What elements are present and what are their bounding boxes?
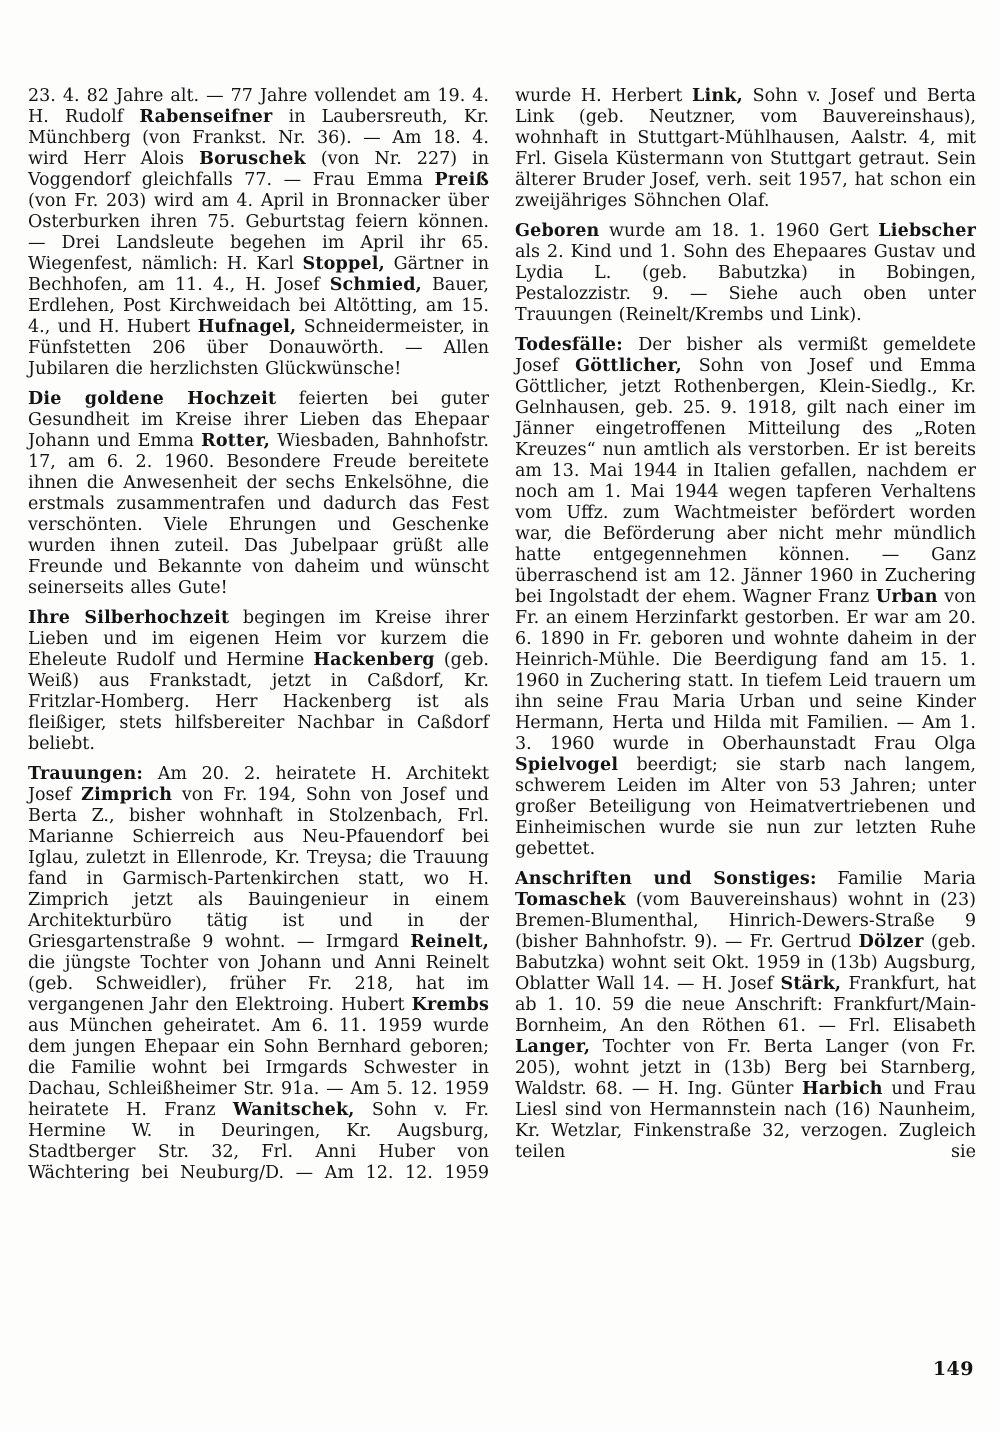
bold-text-run: Geboren: [515, 221, 600, 241]
text-run: (geb. Weiß) aus Frankstadt, jetzt in Caßdorf, Kr. Fritzlar-Homberg. Herr Hackenberg ist als fleißiger, stets hilfsbereiter Nachbar in Caßdorf beliebt.: [28, 650, 489, 754]
bold-text-run: Die goldene Hochzeit: [28, 389, 277, 409]
text-run: feierten bei guter Gesundheit im Kreise ihrer Lieben das Ehepaar Johann und Emma: [28, 389, 489, 451]
bold-text-run: Stoppel,: [302, 254, 385, 274]
paragraph: [28, 764, 489, 1184]
bold-text-run: Schmied,: [329, 275, 422, 295]
paragraph: [515, 869, 976, 1163]
bold-text-run: Harbich: [801, 1079, 883, 1099]
bold-text-run: Krembs: [411, 995, 489, 1015]
bold-text-run: Link,: [692, 86, 743, 106]
text-run: begingen im Kreise ihrer Lieben und im eigenen Heim vor kurzem die Eheleute Rudolf und Hermine: [28, 608, 489, 670]
text-run: wurde am 18. 1. 1960 Gert: [599, 221, 879, 241]
column-right: [515, 86, 976, 1193]
text-run: (geb. Babutzka) wohnt seit Okt. 1959 in (13b) Augsburg, Oblatter Wall 14. — H. Josef: [515, 932, 977, 994]
paragraph: [28, 86, 489, 380]
text-run: und Frau Liesl sind von Hermannstein nach (16) Naunheim, Kr. Wetzlar, Finkenstraße 32, verzogen. Zugleich teilen sie: [515, 1079, 976, 1162]
text-run: 23. 4. 82 Jahre alt. — 77 Jahre vollendet am 19. 4. H. Rudolf: [28, 86, 489, 127]
bold-text-run: Boruschek: [199, 149, 306, 169]
paragraph: [515, 335, 976, 860]
bold-text-run: Preiß: [434, 170, 489, 190]
bold-text-run: Hufnagel,: [197, 317, 297, 337]
column-left: [28, 86, 489, 1193]
text-run: Am 20. 2. heiratete H. Architekt Josef: [28, 764, 489, 805]
bold-text-run: Trauungen:: [28, 764, 144, 784]
text-run: Sohn v. Josef und Berta Link (geb. Neutzner, vom Bauvereinshaus), wohnhaft in Stuttgart-Mühlhausen, Aalstr. 4, mit Frl. Gisela Küstermann von Stuttgart getraut. Sein älterer Bruder Josef, verh. seit 1957, hat schon ein zweijähriges Söhnchen Olaf.: [515, 86, 976, 211]
text-run: (von Fr. 203) wird am 4. April in Bronnacker über Osterburken ihren 75. Geburtstag feiern können. — Drei Landsleute begehen im April ihr 65. Wiegenfest, nämlich: H. Karl: [28, 191, 489, 274]
text-run: als 2. Kind und 1. Sohn des Ehepaares Gustav und Lydia L. (geb. Babutzka) in Bobingen, Pestalozzistr. 9. — Siehe auch oben unter Trauungen (Reinelt/Krembs und Link).: [515, 242, 976, 325]
bold-text-run: Ihre Silberhochzeit: [28, 608, 230, 628]
bold-text-run: Stärk,: [780, 974, 842, 994]
bold-text-run: Göttlicher,: [575, 356, 682, 376]
bold-text-run: Langer,: [515, 1037, 591, 1057]
text-columns: [28, 86, 976, 1193]
bold-text-run: Reinelt,: [410, 932, 489, 952]
text-run: Bauer, Erdlehen, Post Kirchweidach bei Altötting, am 15. 4., und H. Hubert: [28, 275, 489, 337]
bold-text-run: Tomaschek: [515, 890, 626, 910]
text-run: wurde H. Herbert: [515, 86, 693, 106]
text-run: von Fr. an einem Herzinfarkt gestorben. Er war am 20. 6. 1890 in Fr. geboren und wohnte daheim in der Heinrich-Mühle. Die Beerdigung fand am 15. 1. 1960 in Zuchering statt. In tiefem Leid trauern um ihn seine Frau Maria Urban und seine Kinder Hermann, Herta und Hilda mit Familien. — Am 1. 3. 1960 wurde in Oberhaunstadt Frau Olga: [515, 587, 977, 754]
bold-text-run: Zimprich: [81, 785, 173, 805]
bold-text-run: Todesfälle:: [515, 335, 623, 355]
text-run: Der bisher als vermißt gemeldete Josef: [515, 335, 976, 376]
text-run: Sohn von Josef und Emma Göttlicher, jetzt Rothenbergen, Klein-Siedlg., Kr. Gelnhausen, geb. 25. 9. 1918, gilt nach einer im Jänner eingetroffenen Mitteilung des „Roten Kreuzes“ nun amtlich als verstorben. Er ist bereits am 13. Mai 1944 in Italien gefallen, nachdem er noch am 1. Mai 1944 wegen tapferen Verhaltens vom Uffz. zum Wachtmeister befördert worden war, die Beförderung aber nicht mehr mündlich hatte entgegennehmen können. — Ganz überraschend ist am 12. Jänner 1960 in Zuchering bei Ingolstadt der ehem. Wagner Franz: [515, 356, 976, 607]
text-run: die jüngste Tochter von Johann und Anni Reinelt (geb. Schweidler), früher Fr. 218, hat im vergangenen Jahr den Elektroing. Hubert: [28, 953, 489, 1015]
text-run: Tochter von Fr. Berta Langer (von Fr. 205), wohnt jetzt in (13b) Berg bei Starnberg, Waldstr. 68. — H. Ing. Günter: [515, 1037, 976, 1099]
text-run: aus München geheiratet. Am 6. 11. 1959 wurde dem jungen Ehepaar ein Sohn Bernhard geboren; die Familie wohnt bei Irmgards Schwester in Dachau, Schleißheimer Str. 91a. — Am 5. 12. 1959 heiratete H. Franz: [28, 1016, 489, 1120]
bold-text-run: Urban: [875, 587, 938, 607]
text-run: Frankfurt, hat ab 1. 10. 59 die neue Anschrift: Frankfurt/Main-Bornheim, An den Röthen 61. — Frl. Elisabeth: [515, 974, 977, 1036]
text-run: Familie Maria: [816, 869, 976, 889]
bold-text-run: Liebscher: [878, 221, 976, 241]
text-run: Wiesbaden, Bahnhofstr. 17, am 6. 2. 1960. Besondere Freude bereitete ihnen die Anwesenheit der sechs Enkelsöhne, die erstmals zusammentrafen und dadurch das Fest verschönten. Viele Ehrungen und Geschenke wurden ihnen zuteil. Das Jubelpaar grüßt alle Freunde und Bekannte von daheim und wünscht seinerseits alles Gute!: [28, 431, 489, 598]
page-number: 149: [932, 1358, 974, 1380]
bold-text-run: Hackenberg: [313, 650, 435, 670]
paragraph: [28, 608, 489, 755]
text-run: beerdigt; sie starb nach langem, schwerem Leiden im Alter von 53 Jahren; unter großer Beteiligung von Heimatvertriebenen und Einheimischen wurde sie nun zur letzten Ruhe gebettet.: [515, 755, 976, 859]
paragraph: [515, 221, 976, 326]
bold-text-run: Wanitschek,: [232, 1100, 355, 1120]
text-run: Gärtner in Bechhofen, am 11. 4., H. Josef: [28, 254, 489, 295]
text-run: Sohn v. Fr. Hermine W. in Deuringen, Kr. Augsburg, Stadtberger Str. 32, Frl. Anni Huber von Wächtering bei Neuburg/D. — Am 12. 12. 1959: [28, 1100, 489, 1183]
bold-text-run: Rabenseifner: [139, 107, 273, 127]
text-run: (vom Bauvereinshaus) wohnt in (23) Bremen-Blumenthal, Hinrich-Dewers-Straße 9 (bisher Bahnhofstr. 9). — Fr. Gertrud: [515, 890, 976, 952]
bold-text-run: Spielvogel: [515, 755, 619, 775]
text-run: von Fr. 194, Sohn von Josef und Berta Z., bisher wohnhaft in Stolzenbach, Frl. Marianne Schierreich aus Neu-Pfauendorf bei Iglau, zuletzt in Ellenrode, Kr. Treysa; die Trauung fand in Garmisch-Partenkirchen statt, wo H. Zimprich jetzt als Bauingenieur in einem Architekturbüro tätig ist und in der Griesgartenstraße 9 wohnt. — Irmgard: [28, 785, 489, 952]
text-run: in Laubersreuth, Kr. Münchberg (von Frankst. Nr. 36). — Am 18. 4. wird Herr Alois: [28, 107, 489, 169]
paragraph: [515, 86, 976, 212]
paragraph: [28, 389, 489, 599]
bold-text-run: Rotter,: [201, 431, 271, 451]
bold-text-run: Anschriften und Sonstiges:: [515, 869, 817, 889]
text-run: Schneidermeister, in Fünfstetten 206 über Donauwörth. — Allen Jubilaren die herzlichsten Glückwünsche!: [28, 317, 489, 379]
text-run: (von Nr. 227) in Voggendorf gleichfalls 77. — Frau Emma: [28, 149, 490, 190]
bold-text-run: Dölzer: [858, 932, 924, 952]
